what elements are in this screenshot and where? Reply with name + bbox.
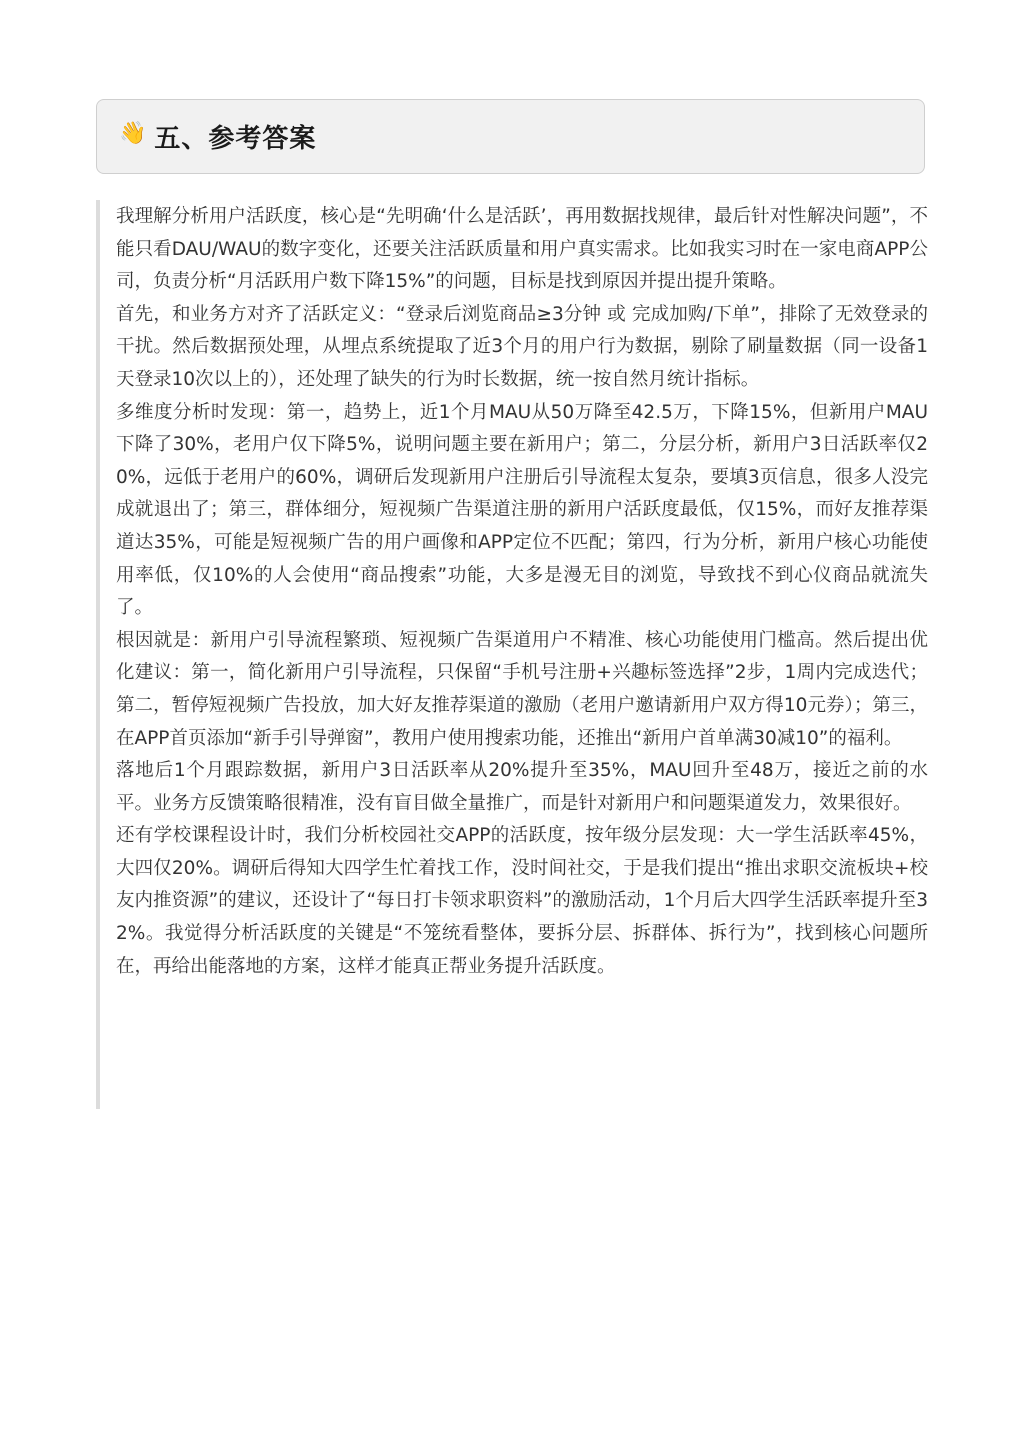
section-title: 五、参考答案 <box>154 124 317 154</box>
answer-paragraph-3: 多维度分析时发现：第一，趋势上，近1个月MAU从50万降至42.5万，下降15%，但新用户MAU下降了30%，老用户仅下降5%，说明问题主要在新用户；第二，分层分析，新用户3日活跃率仅20%，远低于老用户的60%，调研后发现新用户注册后引导流程太复杂，要填3页信息，很多人没完成就退出了；第三，群体细分，短视频广告渠道注册的新用户活跃度最低，仅15%，而好友推荐渠道达35%，可能是短视频广告的用户画像和APP定位不匹配；第四，行为分析，新用户核心功能使用率低，仅10%的人会使用“商品搜索”功能，大多是漫无目的浏览，导致找不到心仪商品就流失了。 <box>116 401 928 619</box>
answer-paragraph-6: 还有学校课程设计时，我们分析校园社交APP的活跃度，按年级分层发现：大一学生活跃率45%，大四仅20%。调研后得知大四学生忙着找工作，没时间社交，于是我们提出“推出求职交流板块+校友内推资源”的建议，还设计了“每日打卡领求职资料”的激励活动，1个月后大四学生活跃率提升至32%。我觉得分析活跃度的关键是“不笼统看整体，要拆分层、拆群体、拆行为”，找到核心问题所在，再给出能落地的方案，这样才能真正帮业务提升活跃度。 <box>116 825 928 977</box>
answer-paragraph-5: 落地后1个月跟踪数据，新用户3日活跃率从20%提升至35%，MAU回升至48万，接近之前的水平。业务方反馈策略很精准，没有盲目做全量推广，而是针对新用户和问题渠道发力，效果很好。 <box>116 760 928 814</box>
answer-paragraph-1: 我理解分析用户活跃度，核心是“先明确‘什么是活跃’，再用数据找规律，最后针对性解决问题”，不能只看DAU/WAU的数字变化，还要关注活跃质量和用户真实需求。比如我实习时在一家电商APP公司，负责分析“月活跃用户数下降15%”的问题，目标是找到原因并提出提升策略。 <box>116 206 928 293</box>
waving-hand-icon: 👋 <box>119 120 147 146</box>
answer-blockquote <box>96 200 928 1109</box>
answer-paragraph-4: 根因就是：新用户引导流程繁琐、短视频广告渠道用户不精准、核心功能使用门槛高。然后提出优化建议：第一，简化新用户引导流程，只保留“手机号注册+兴趣标签选择”2步，1周内完成迭代；第二，暂停短视频广告投放，加大好友推荐渠道的激励（老用户邀请新用户双方得10元券）；第三，在APP首页添加“新手引导弹窗”，教用户使用搜索功能，还推出“新用户首单满30减10”的福利。 <box>116 629 928 749</box>
section-heading <box>96 99 925 174</box>
answer-paragraph-2: 首先，和业务方对齐了活跃定义：“登录后浏览商品≥3分钟 或 完成加购/下单”，排除了无效登录的干扰。然后数据预处理，从埋点系统提取了近3个月的用户行为数据，剔除了刷量数据（同一设备1天登录10次以上的），还处理了缺失的行为时长数据，统一按自然月统计指标。 <box>116 303 928 390</box>
